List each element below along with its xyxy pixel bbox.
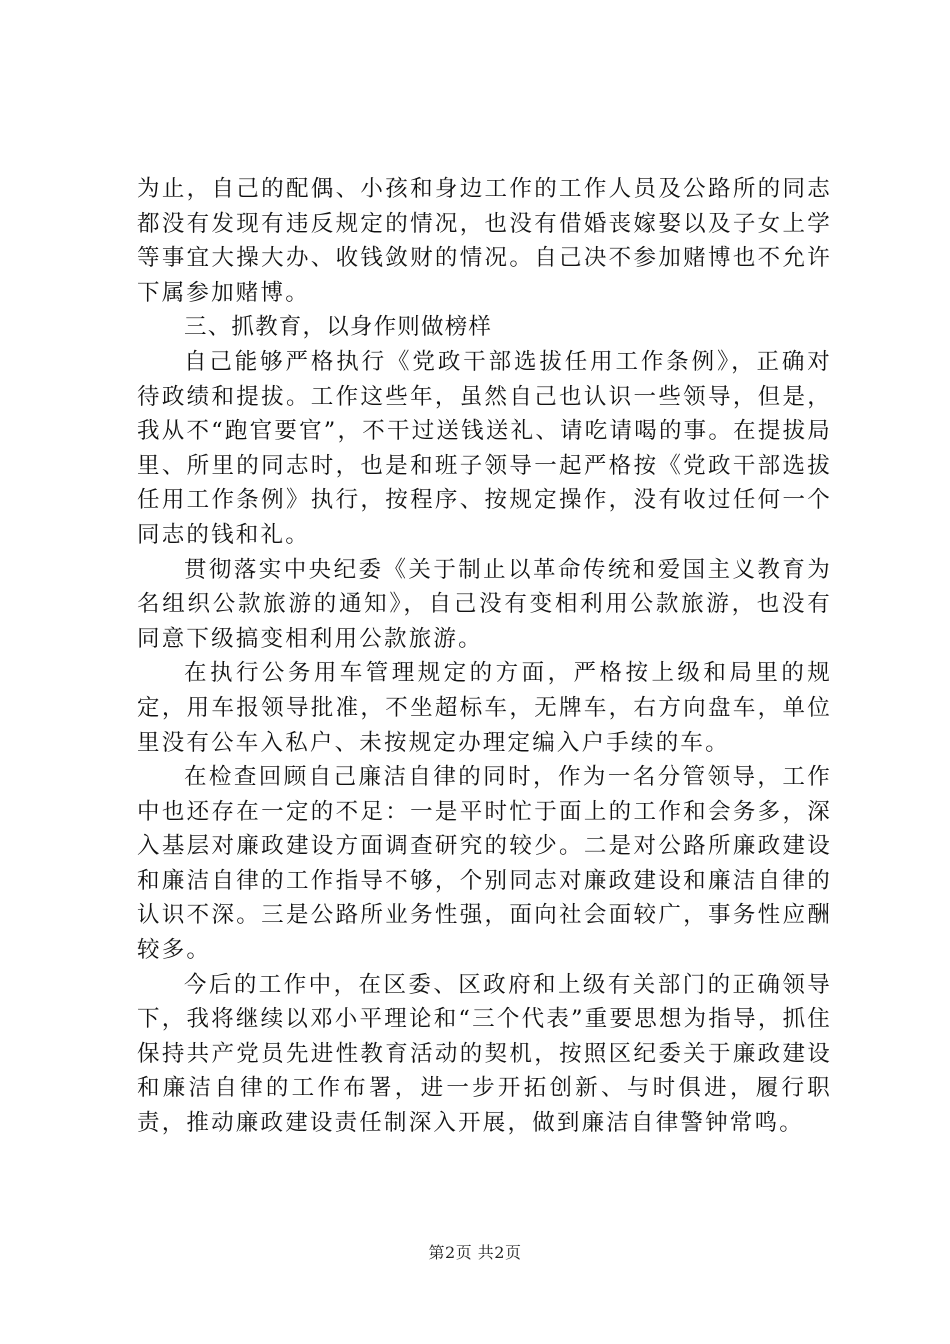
paragraph-future-work: 今后的工作中，在区委、区政府和上级有关部门的正确领导下，我将继续以邓小平理论和“三个代表”重要思想为指导，抓住保持共产党员先进性教育活动的契机，按照区纪委关于廉政建设和廉洁自律的工作布署，进一步开拓创新、与时俱进，履行职责，推动廉政建设责任制深入开展，做到廉洁自律警钟常鸣。 xyxy=(137,971,832,1137)
section-heading: 三、抓教育，以身作则做榜样 xyxy=(184,314,493,341)
paragraph-shortcomings: 在检查回顾自己廉洁自律的同时，作为一名分管领导，工作中也还存在一定的不足：一是平时忙于面上的工作和会务多，深入基层对廉政建设方面调查研究的较少。二是对公路所廉政建设和廉洁自律的工作指导不够，个别同志对廉政建设和廉洁自律的认识不深。三是公路所业务性强，面向社会面较广，事务性应酬较多。 xyxy=(137,764,832,964)
paragraph-public-travel: 贯彻落实中央纪委《关于制止以革命传统和爱国主义教育为名组织公款旅游的通知》，自己没有变相利用公款旅游，也没有同意下级搞变相利用公款旅游。 xyxy=(137,556,832,652)
document-body xyxy=(137,172,832,1141)
paragraph-vehicle-management: 在执行公务用车管理规定的方面，严格按上级和局里的规定，用车报领导批准，不坐超标车，无牌车，右方向盘车，单位里没有公车入私户、未按规定办理定编入户手续的车。 xyxy=(137,660,832,756)
page-footer: 第2页 共2页 xyxy=(428,1243,522,1262)
paragraph-cadre-selection: 自己能够严格执行《党政干部选拔任用工作条例》，正确对待政绩和提拔。工作这些年，虽然自己也认识一些领导，但是，我从不“跑官要官”，不干过送钱送礼、请吃请喝的事。在提拔局里、所里的同志时，也是和班子领导一起严格按《党政干部选拔任用工作条例》执行，按程序、按规定操作，没有收过任何一个同志的钱和礼。 xyxy=(137,348,832,548)
paragraph-continuation: 为止，自己的配偶、小孩和身边工作的工作人员及公路所的同志都没有发现有违反规定的情况，也没有借婚丧嫁娶以及子女上学等事宜大操大办、收钱敛财的情况。自己决不参加赌博也不允许下属参加赌博。 xyxy=(137,176,832,306)
